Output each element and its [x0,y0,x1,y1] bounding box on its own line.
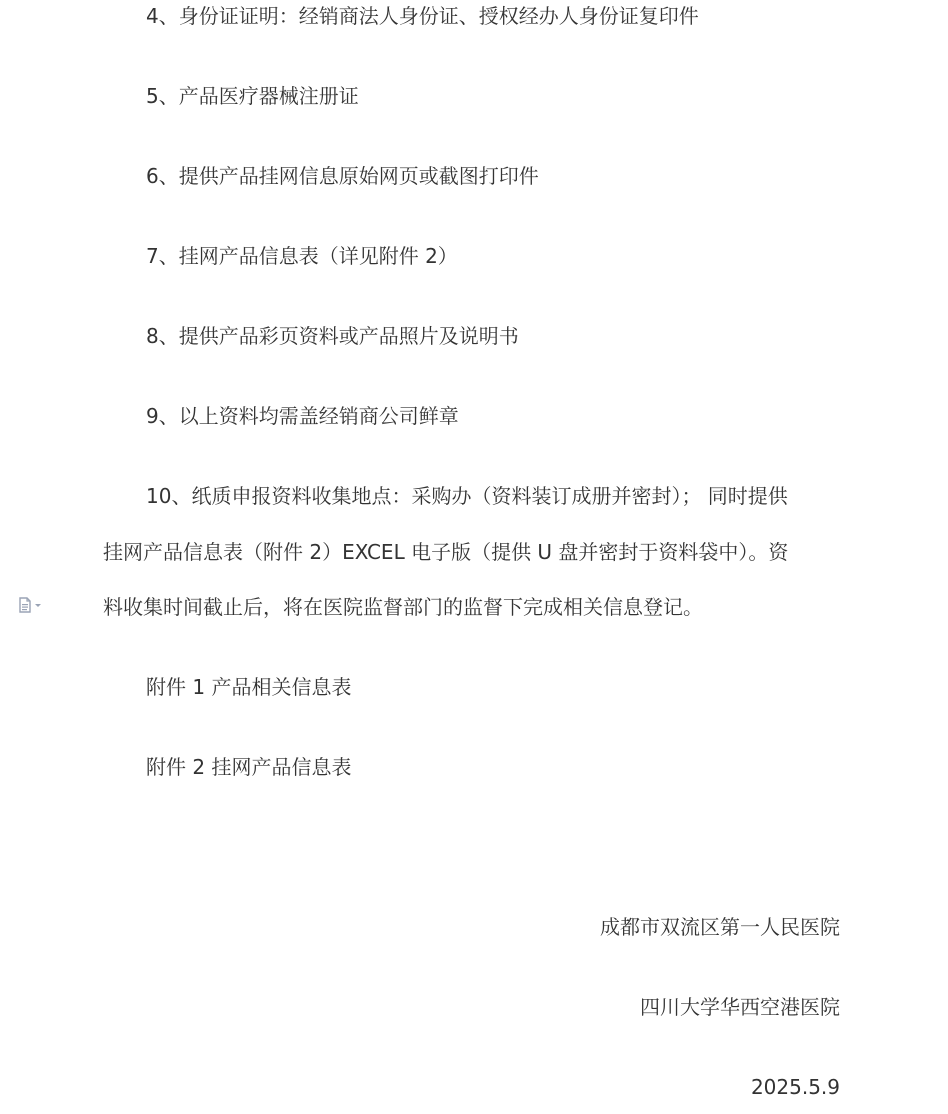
list-item-8: 8、提供产品彩页资料或产品照片及说明书 [146,324,519,348]
signature-org-1: 成都市双流区第一人民医院 [600,915,840,939]
paragraph-menu-button[interactable] [18,597,48,613]
attachment-1: 附件 1 产品相关信息表 [146,675,352,699]
signature-org-2: 四川大学华西空港医院 [640,995,840,1019]
document-icon [18,597,32,613]
list-item-4: 4、身份证证明：经销商法人身份证、授权经办人身份证复印件 [146,4,699,28]
list-item-10-line2: 挂网产品信息表（附件 2）EXCEL 电子版（提供 U 盘并密封于资料袋中）。资 [103,540,789,564]
attachment-2: 附件 2 挂网产品信息表 [146,755,352,779]
list-item-5: 5、产品医疗器械注册证 [146,84,359,108]
signature-date: 2025.5.9 [750,1075,840,1099]
list-item-9: 9、以上资料均需盖经销商公司鲜章 [146,404,459,428]
list-item-7: 7、挂网产品信息表（详见附件 2） [146,244,458,268]
chevron-down-icon [35,604,41,607]
list-item-6: 6、提供产品挂网信息原始网页或截图打印件 [146,164,539,188]
list-item-10-line3: 料收集时间截止后，将在医院监督部门的监督下完成相关信息登记。 [103,595,703,619]
list-item-10-line1: 10、纸质申报资料收集地点：采购办（资料装订成册并密封）； 同时提供 [146,484,788,508]
